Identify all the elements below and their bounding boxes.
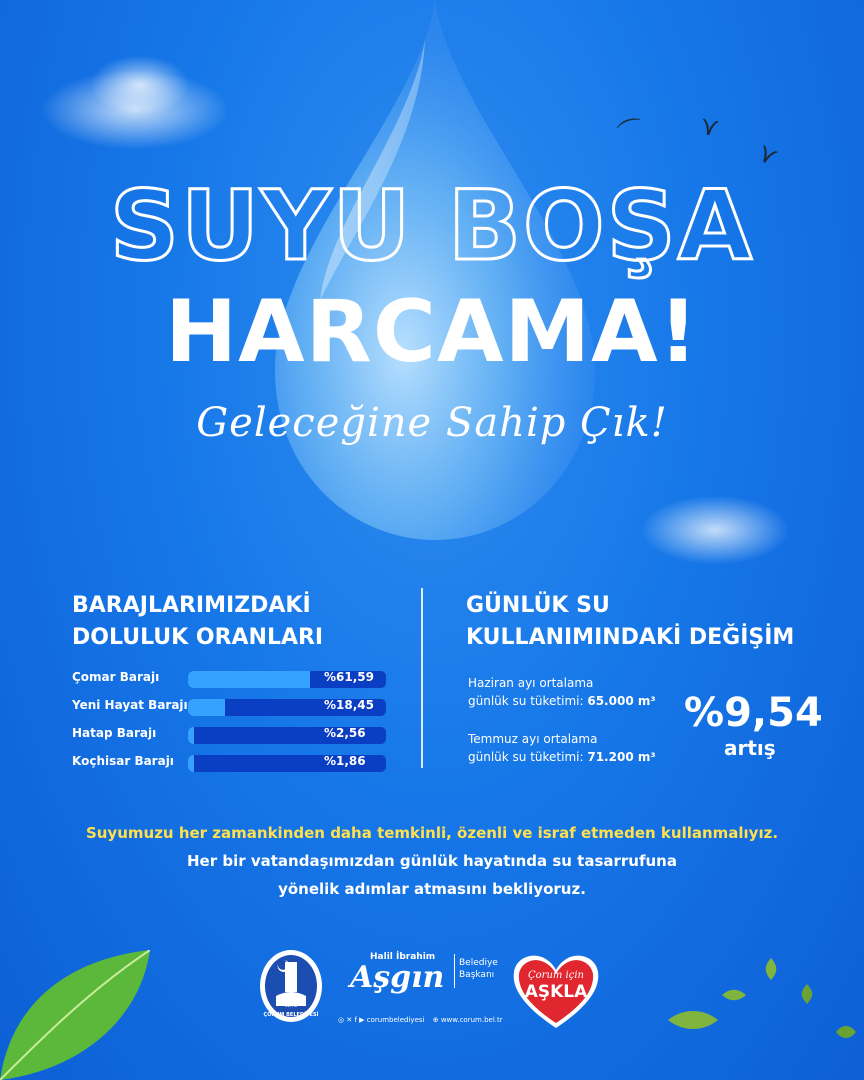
dam-progress-fill <box>188 699 225 716</box>
dam-row <box>72 668 372 690</box>
section-divider <box>421 588 423 768</box>
dam-name: Çomar Barajı <box>72 670 160 684</box>
leaf-small-icon <box>836 1024 856 1040</box>
usage-title <box>466 590 794 654</box>
june-value-row <box>468 692 656 710</box>
youtube-icon[interactable]: ▶ <box>359 1016 365 1024</box>
mayor-title-divider <box>454 954 455 988</box>
leaf-small-icon <box>668 1008 718 1032</box>
dam-progress-fill <box>188 727 194 744</box>
change-label: artış <box>724 736 776 760</box>
tagline: Geleceğine Sahip Çık! <box>196 400 668 446</box>
dam-progress-fill <box>188 755 194 772</box>
dams-title-line1: BARAJLARIMIZDAKİ <box>72 593 311 618</box>
usage-title-line1: GÜNLÜK SU <box>466 593 610 618</box>
dam-value: %1,86 <box>324 754 366 768</box>
mayor-signature: Aşgın <box>350 960 445 995</box>
municipality-seal <box>258 948 324 1024</box>
dam-name: Koçhisar Barajı <box>72 754 174 768</box>
leaf-large-icon <box>0 950 150 1080</box>
leaf-small-icon <box>800 984 814 1004</box>
june-label: Haziran ayı ortalama <box>468 676 594 690</box>
dams-title <box>72 590 323 654</box>
facebook-icon[interactable]: f <box>354 1016 357 1024</box>
message-line3: yönelik adımlar atmasını bekliyoruz. <box>278 880 586 898</box>
mayor-name: Halil İbrahim <box>370 952 436 962</box>
dam-name: Hatap Barajı <box>72 726 157 740</box>
social-handle[interactable]: corumbelediyesi <box>366 1016 425 1024</box>
dams-title-line2: DOLULUK ORANLARI <box>72 625 324 650</box>
dam-row <box>72 752 372 774</box>
message-line2: Her bir vatandaşımızdan günlük hayatında su tasarrufuna <box>187 852 677 870</box>
july-value: 71.200 m³ <box>587 750 656 764</box>
dam-row <box>72 724 372 746</box>
bird-icon: ⌒ <box>614 114 650 152</box>
corum-icin-askla-logo <box>510 952 602 1032</box>
dam-value: %61,59 <box>324 670 374 684</box>
leaf-small-icon <box>764 958 778 980</box>
instagram-icon[interactable]: ◎ <box>338 1016 345 1024</box>
message-highlight: Suyumuzu her zamankinden daha temkinli, özenli ve israf etmeden kullanmalıyız. <box>85 824 779 842</box>
leaf-small-icon <box>722 988 746 1002</box>
headline-line2: HARCAMA! <box>165 282 699 382</box>
dam-row <box>72 696 372 718</box>
cloud-right <box>640 495 790 565</box>
bird-icon: ⋎ <box>697 110 722 144</box>
july-usage <box>468 730 656 766</box>
mayor-title-line1: Belediye <box>459 958 498 968</box>
globe-icon: ⊕ <box>432 1016 439 1024</box>
july-label: Temmuz ayı ortalama <box>468 732 598 746</box>
cloud-left-puff <box>90 55 190 115</box>
dam-name: Yeni Hayat Barajı <box>72 698 188 712</box>
july-value-row <box>468 748 656 766</box>
seal-text: ÇORUM BELEDİYESİ <box>263 1012 319 1018</box>
mayor-signature-block <box>346 950 506 1010</box>
social-row <box>338 1016 518 1028</box>
june-value-label: günlük su tüketimi: <box>468 694 584 708</box>
dam-value: %2,56 <box>324 726 366 740</box>
mayor-title-line2: Başkanı <box>459 970 495 980</box>
dam-value: %18,45 <box>324 698 374 712</box>
dam-progress-fill <box>188 671 310 688</box>
headline-line1: SUYU BOŞA <box>109 170 755 282</box>
usage-title-line2: KULLANIMINDAKİ DEĞİŞİM <box>466 625 795 650</box>
june-usage <box>468 674 656 710</box>
change-percent: %9,54 <box>684 690 823 736</box>
logo-line1: Çorum için <box>528 970 584 981</box>
bird-icon: ⋎ <box>752 137 783 173</box>
june-value: 65.000 m³ <box>587 694 656 708</box>
x-icon[interactable]: ✕ <box>346 1016 353 1024</box>
logo-line2: AŞKLA <box>524 982 588 1002</box>
seal-year: 1878 <box>284 1003 298 1009</box>
july-value-label: günlük su tüketimi: <box>468 750 584 764</box>
website-link[interactable]: www.corum.bel.tr <box>440 1016 503 1024</box>
